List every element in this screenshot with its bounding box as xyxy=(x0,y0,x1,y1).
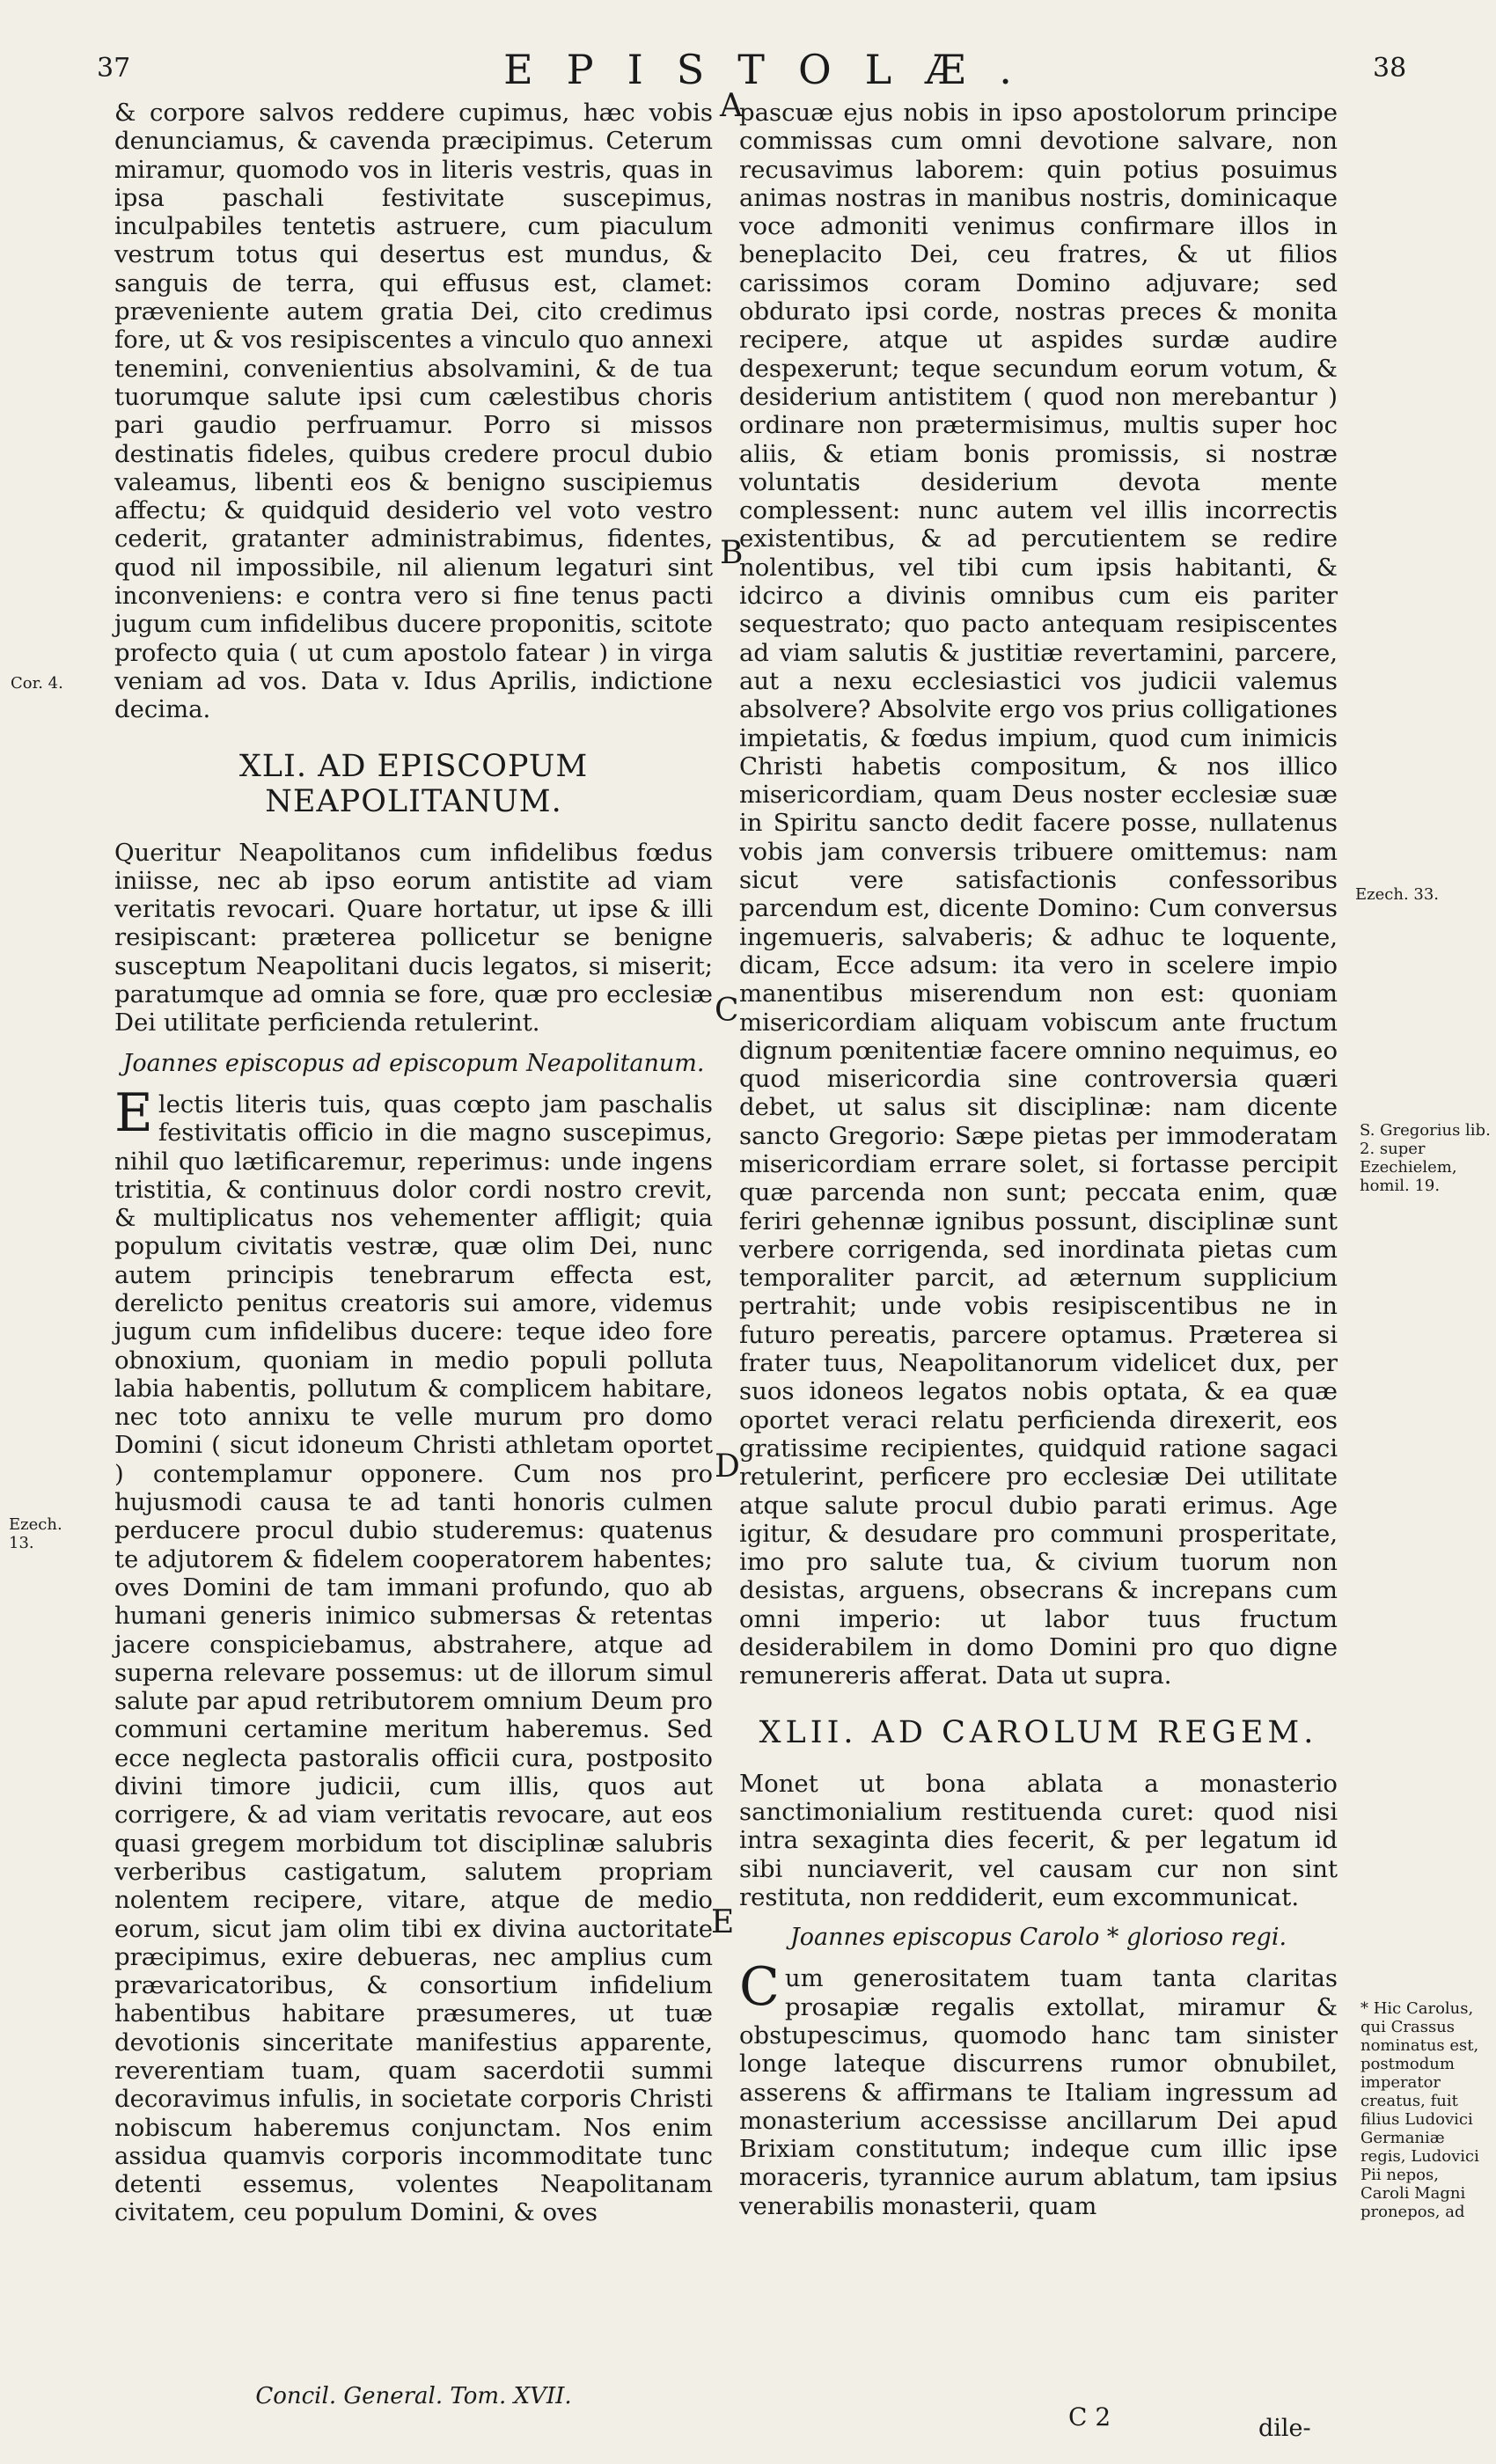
running-head: EPISTOLÆ. xyxy=(503,46,1045,93)
heading-letter-xli: XLI. AD EPISCOPUM NEAPOLITANUM. xyxy=(238,748,589,819)
salutation-letter-xli: Joannes episcopus ad episcopum Neapolitanum. xyxy=(122,1049,705,1077)
margin-note-carolus: * Hic Carolus, qui Crassus nominatus est, postmodum imperator creatus, fuit filius Ludovici Germaniæ regis, Ludovici Pii nepos, Caroli Magni pronepos, ad xyxy=(1360,1999,1479,2221)
summary-letter-xlii: Monet ut bona ablata a monasterio sanctimonialium restituenda curet: quod nisi intra sexaginta dies fecerit, & per legatum id sibi nunciaverit, vel causam cur non sint restituta, non reddiderit, eum excommunicat. xyxy=(739,1769,1338,1911)
page-number-left: 37 xyxy=(97,53,131,84)
section-marker-b: B xyxy=(720,535,744,571)
letter-xl-continuation: & corpore salvos reddere cupimus, hæc vobis denunciamus, & cavenda præcipimus. Ceterum miramur, quomodo vos in literis vestris, quas in ipsa paschali festivitate suscepimus, inculpabiles tentetis astruere, cum piaculum vestrum totus qui desertus est mundus, & sanguis de terra, qui effusus est, clamet: præveniente autem gratia Dei, cito credimus fore, ut & vos resipiscentes a vinculo quo annexi tenemini, convenientius absolvamini, & de tua tuorumque salute ipsi cum cælestibus choris pari gaudio perfruamur. Porro si missos destinatis fideles, quibus credere procul dubio valeamus, libenti eos & benigno suscipiemus affectu; & quidquid desiderio vel voto vestro cederit, gratanter administrabimus, fidentes, quod nil impossibile, nil alienum legaturi sint inconveniens: e contra vero si fine tenus pacti jugum cum infidelibus ducere proponitis, scitote profecto quia ( ut cum apostolo fatear ) in virga veniam ad vos. Data v. Idus Aprilis, indictione decima. xyxy=(114,99,713,724)
section-marker-e: E xyxy=(711,1904,735,1940)
margin-note-gregorius: S. Gregorius lib. 2. super Ezechielem, homil. 19. xyxy=(1360,1121,1491,1195)
section-marker-c: C xyxy=(715,993,739,1029)
summary-letter-xli: Queritur Neapolitanos cum infidelibus fœdus iniisse, nec ab ipso eorum antistite ad viam veritatis revocari. Quare hortatur, ut ipse & illi resipiscant: præterea pollicetur se benigne susceptum Neapolitani ducis legatos, si miserit; paratumque ad omnia se fore, quæ pro ecclesiæ Dei utilitate perficienda retulerint. xyxy=(114,838,713,1038)
footer-source: Concil. General. Tom. XVII. xyxy=(255,2383,572,2409)
margin-note-ezech-33: Ezech. 33. xyxy=(1355,885,1440,904)
footer-catchword: dile- xyxy=(1258,2415,1311,2442)
right-column xyxy=(739,99,1338,2220)
footer-signature: C 2 xyxy=(1068,2402,1111,2431)
body-letter-xlii: Cum generositatem tuam tanta claritas prosapiæ regalis extollat, miramur & obstupescimus, quomodo hanc tam sinister longe lateque discurrens rumor obnubilet, asserens & affirmans te Italiam ingressum ad monasterium accessisse ancillarum Dei apud Brixiam constitutum; indeque cum illic ipse moraceris, tyrannice aurum ablatum, tam ipsius venerabilis monasterii, quam xyxy=(739,1956,1338,2220)
section-marker-a: A xyxy=(720,88,743,124)
margin-note-cor: Cor. 4. xyxy=(11,674,63,693)
left-column xyxy=(114,99,713,2227)
body-letter-xli: Electis literis tuis, quas cœpto jam paschalis festivitatis officio in die magno suscepimus, nihil quo lætificaremur, reperimus: unde ingens tristitia, & continuus dolor cordi nostro crevit, & multiplicatus nos vehementer affligit; quia populum civitatis vestræ, quæ olim Dei, nunc autem principis tenebrarum effecta est, derelicto penitus creatoris sui amore, videmus jugum cum infidelibus ducere: teque ideo fore obnoxium, quoniam in medio populi polluta labia habentis, pollutum & complicem habitare, nec toto annixu te velle murum pro domo Domini ( sicut idoneum Christi athletam oportet ) contemplamur opponere. Cum nos pro hujusmodi causa te ad tanti honoris culmen perducere procul dubio studeremus: quatenus te adjutorem & fidelem cooperatorem habentes; oves Domini de tam immani profundo, quo ab humani generis inimico submersas & retentas jacere conspiciebamus, abstrahere, atque ad superna relevare possemus: ut de illorum simul salute par apud retributorem omnium Deum pro communi certamine meritum haberemus. Sed ecce neglecta pastoralis officii cura, postposito divini timore judicii, cum illis, quos aut corrigere, & ad viam veritatis revocare, aut eos quasi gregem morbidum tot disciplinæ salubris verberibus castigatum, salutem propriam nolentem recipere, vitare, atque de medio eorum, sicut jam olim tibi ex divina auctoritate præcipimus, exire debueras, nec amplius cum prævaricatoribus, & consortium infidelium habentibus habitare præsumeres, ut tuæ devotionis sinceritate manifestius apparente, reverentiam tuam, quam sacerdotii summi decoravimus infulis, in societate corporis Christi nobiscum haberemus conjunctam. Nos enim assidua quamvis corporis incommoditate tunc detenti essemus, volentes Neapolitanam civitatem, ceu populum Domini, & oves xyxy=(114,1082,713,2227)
margin-note-ezech-13: Ezech. 13. xyxy=(9,1515,62,1552)
letter-xli-continuation: pascuæ ejus nobis in ipso apostolorum principe commissas cum omni devotione salvare, non recusavimus laborem: quin potius posuimus animas nostras in manibus nostris, dominicaque voce admoniti venimus confirmare illos in beneplacito Dei, ceu fratres, & ut filios carissimos coram Domino adjuvare; sed obdurato ipsi corde, nostras preces & monita recipere, atque ut aspides surdæ audire despexerunt; teque secundum eorum votum, & desiderium antistitem ( quod non merebantur ) ordinare non prætermisimus, multis super hoc aliis, & etiam bonis promissis, si nostræ voluntatis desiderium devota mente complessent: nunc autem vel illis incorrectis existentibus, & ad percutientem se redire nolentibus, vel tibi cum ipsis habitanti, & idcirco a divinis omnibus cum eis pariter sequestrato; quo pacto antequam resipiscentes ad viam salutis & justitiæ revertamini, parcere, aut a nexu ecclesiastici vos judicii valemus absolvere? Absolvite ergo vos prius colligationes impietatis, & fœdus impium, quod cum inimicis Christi habetis compositum, & nos illico misericordiam, quam Deus noster ecclesiæ suæ in Spiritu sancto dedit facere posse, nullatenus vobis jam conversis tribuere omittemus: nam sicut vere satisfactionis confessoribus parcendum est, dicente Domino: Cum conversus ingemueris, salvaberis; & adhuc te loquente, dicam, Ecce adsum: ita vero in scelere impio manentibus miserendum non est: quoniam misericordiam aliquam vobiscum ante fructum dignum pœnitentiæ facere omnino nequimus, eo quod misericordia sine controversia quæri debet, ut salus sit disciplinæ: nam dicente sancto Gregorio: Sæpe pietas per immoderatam misericordiam errare solet, si fortasse percipit quæ parcenda non sunt; peccata enim, quæ feriri gehennæ ignibus possunt, disciplinæ sunt verbere corrigenda, sed inordinata pietas cum temporaliter parcit, ad æternum supplicium pertrahit; unde vobis resipiscentibus ne in futuro pereatis, parcere optamus. Præterea si frater tuus, Neapolitanorum videlicet dux, per suos idoneos legatos nobis optata, & ea quæ oportet veraci relatu perficienda direxerit, eos gratissime recipientes, quidquid ratione sagaci retulerint, perficere pro ecclesiæ Dei utilitate atque salute procul dubio parati erimus. Age igitur, & desudare pro communi prosperitate, imo pro salute tua, & civium tuorum non desistas, arguens, obsecrans & increpans cum omni imperio: ut labor tuus fructum desiderabilem in domo Domini pro quo digne remunereris afferat. Data ut supra. xyxy=(739,99,1338,1690)
section-marker-d: D xyxy=(715,1448,740,1485)
heading-letter-xlii: XLII. AD CAROLUM REGEM. xyxy=(759,1714,1318,1750)
page-number-right: 38 xyxy=(1373,53,1407,84)
salutation-letter-xlii: Joannes episcopus Carolo * glorioso regi. xyxy=(789,1924,1287,1952)
